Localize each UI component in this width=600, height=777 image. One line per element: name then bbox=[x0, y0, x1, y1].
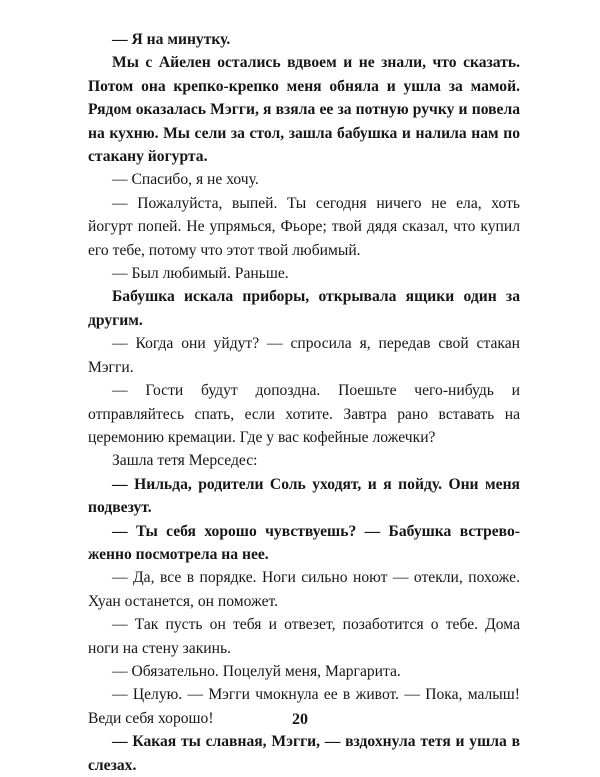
paragraph: — Какая ты славная, Мэгги, — вздохнула тетя и ушла в слезах. bbox=[88, 733, 520, 774]
page-number: 20 bbox=[292, 711, 308, 728]
paragraph: — Целую. — Мэгги чмокнула ее в живот. — Пока, малыш! Веди себя хорошо! bbox=[88, 686, 520, 727]
paragraph: — Нильда, родители Соль уходят, и я пойду. Они меня подвезут. bbox=[88, 475, 520, 517]
page-body bbox=[88, 28, 520, 777]
paragraph: — Гости будут допоздна. Поешьте чего-нибудь и отправляйтесь спать, если хотите. Завтра рано вставать на церемонию кремации. Где у вас кофейные ложечки? bbox=[88, 382, 520, 446]
paragraph: Бабушка искала приборы, открывала ящики один за другим. bbox=[88, 288, 520, 329]
paragraph: — Когда они уйдут? — спросила я, передав свой стакан Мэгги. bbox=[88, 335, 520, 376]
paragraph: — Ты себя хорошо чувствуешь? — Бабушка встревоженно посмотрела на нее. bbox=[88, 522, 520, 563]
paragraph: — Да, все в порядке. Ноги сильно ноют — отекли, похоже. Хуан останется, он поможет. bbox=[88, 569, 520, 610]
paragraph: — Спасибо, я не хочу. bbox=[112, 171, 259, 189]
paragraph: — Пожалуйста, выпей. Ты сегодня ничего не ела, хоть йогурт попей. Не упрямься, Фьоре; твой дядя сказал, что купил его тебе, потому что этот твой любимый. bbox=[88, 194, 520, 259]
paragraph: — Я на минутку. bbox=[112, 31, 231, 48]
paragraph: — Был любимый. Раньше. bbox=[112, 265, 289, 283]
paragraph: Зашла тетя Мерседес: bbox=[112, 452, 258, 470]
paragraph: Мы с Айелен остались вдвоем и не знали, что сказать. Потом она крепко-крепко меня обняла и ушла за мамой. Рядом оказалась Мэгги, я взяла ее за потную ручку и повела на кухню. Мы сели за стол, зашла бабушка и налила нам по стакану йогурта. bbox=[88, 54, 520, 166]
paragraph: — Обязательно. Поцелуй меня, Маргарита. bbox=[112, 662, 401, 680]
paragraph: — Так пусть он тебя и отвезет, позаботится о тебе. Дома ноги на стену закинь. bbox=[88, 616, 520, 657]
